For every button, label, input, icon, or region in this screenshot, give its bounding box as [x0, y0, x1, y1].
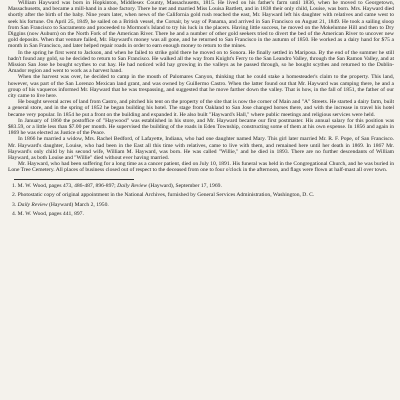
footnote [8, 192, 394, 198]
paragraph: In January of 1860 the postoffice of "Haywood" was established in his store, and Mr. Hayward became our first postmaster. His annual salary for this position was $83.59, or a little less than $7.00 per month. He supervised the building of the roads in Eden Township, constructing some of them at his own expense. In 1856 and again in 1869 he was elected as Justice of the Peace. [8, 117, 394, 137]
paragraph: William Hayward was born in Hopkinton, Middlesex County, Massachusetts, 1815. He lived on his father's farm until 1836, when he moved to Georgetown, Massachusetts, and became a mill-hand in a shoe factory. There he met and married Miss Louisa Bartlett, and in 1838 their only child, Louise, was born. Mrs. Hayward died shortly after the birth of the baby. Nine years later, when news of the California gold rush reached the east, Mr. Hayward left his daughter with relatives and came west to seek his fortune. On April 25, 1849, he sailed on a British vessel, the Corsair, by way of Panama, and arrived in San Francisco on August 21, 1849. He took a sailing sloop from San Francisco to Sacramento and proceeded to Mormon's Island to try his luck in the placers. Having little success, he moved on the Mokelumne Hill and then to Dry Diggins (now Auburn) on the North Fork of the American River. There he and a number of other gold seekers tried to divert the bed of the American River to uncover new gold deposits. When that venture failed, Mr. Hayward's money was all gone, and he returned to San Francisco in the autumn of 1850. He worked as a dairy hand for $75 a month in San Francisco, and later helped repair roads in order to earn enough money to return to the mines. [8, 0, 394, 50]
footnote [8, 183, 394, 189]
footnote-number: 3. [12, 201, 17, 208]
footnote-number: 2. [12, 192, 17, 199]
paragraph: In the spring he first went to Jackson, and when he failed to strike gold there he moved on to Sonora. He finally settled in Mariposa. By the end of the summer he still hadn't found any gold, so he decided to return to San Francisco. He walked all the way from Knight's Ferry to the San Leandro Valley, through the San Ramon Valley, and at Mission San Jose he bought scythes to cut hay. He had noticed wild hay growing in the valleys as he passed through, so he bought scythes and returned to the Dublin-Amador region and went to work as a harvest hand. [8, 49, 394, 75]
footnote [8, 211, 394, 217]
footnote-divider [14, 179, 134, 180]
paragraph: In 1866 he married a widow, Mrs. Rachel Bedford, of Lafayette, Indiana, who had one daughter named Mary. This girl later married Mr. R. F. Pope, of San Francisco. Mr. Hayward's daughter, Louise, who had been in the East all this time with relatives, came to live with them, and remained here until her death in 1869. In 1867 Mr. Hayward's only child by his second wife, William M. Hayward, was born. He was called "Willie," and he died in 1893. There are no further descendants of William Hayward, as both Louise and "Willie" died without ever having married. [8, 136, 394, 162]
footnote-publication: Daily Review [17, 201, 48, 208]
footnotes [8, 183, 394, 218]
footnote-publication: Daily Review [117, 182, 148, 189]
biography-text [8, 0, 394, 174]
footnote-number: 1. [12, 182, 17, 189]
footnote [8, 202, 394, 208]
footnote-text: (Hayward), September 17, 1969. [148, 182, 222, 189]
paragraph: When the harvest was over, he decided to camp in the mouth of Palomares Canyon, thinking that he could stake a homesteader's claim to the property. This land, however, was part of the San Lorenzo Mexican land grant, and was owned by Guillermo Castro. When the latter found out that Mr. Hayward was camping there, he and a group of his vaqueros informed Mr. Hayward that he was trespassing, and suggested that he move farther down the valley. That is how, in the fall of 1851, the father of our city came to live here. [8, 74, 394, 100]
footnote-text: Photostatic copy of original appointment in the National Archives, furnished by General Services Administration, Washington, D. C. [17, 192, 315, 199]
footnote-text: M. W. Wood, pages 473, 486-487, 896-897; [17, 182, 116, 189]
paragraph: He bought several acres of land from Castro, and pitched his tent on the property of the site that is now the corner of Main and "A" Streets. He started a dairy farm, built a general store, and in the spring of 1852 he began building his hotel. The stage from Oakland to San Jose changed horses there, and with the increase in travel his hotel became very popular. In 1854 he put a front on the building and expanded it. He also built "Hayward's Hall," where public meetings and religious services were held. [8, 99, 394, 118]
footnote-number: 4. [12, 210, 17, 217]
footnote-text: (Hayward) March 2, 1950. [49, 201, 109, 208]
footnote-text: M. W. Wood, pages 441, 897. [17, 210, 84, 217]
paragraph: Mr. Hayward, who had been suffering for a long time as a cancer patient, died on July 10, 1891. His funeral was held in the Congregational Church, and he was buried in Lone Tree Cemetery. All places of business closed out of respect to the deceased from one to four o'clock in the afternoon, and flags were flown at half-mast all over town. [8, 161, 394, 174]
